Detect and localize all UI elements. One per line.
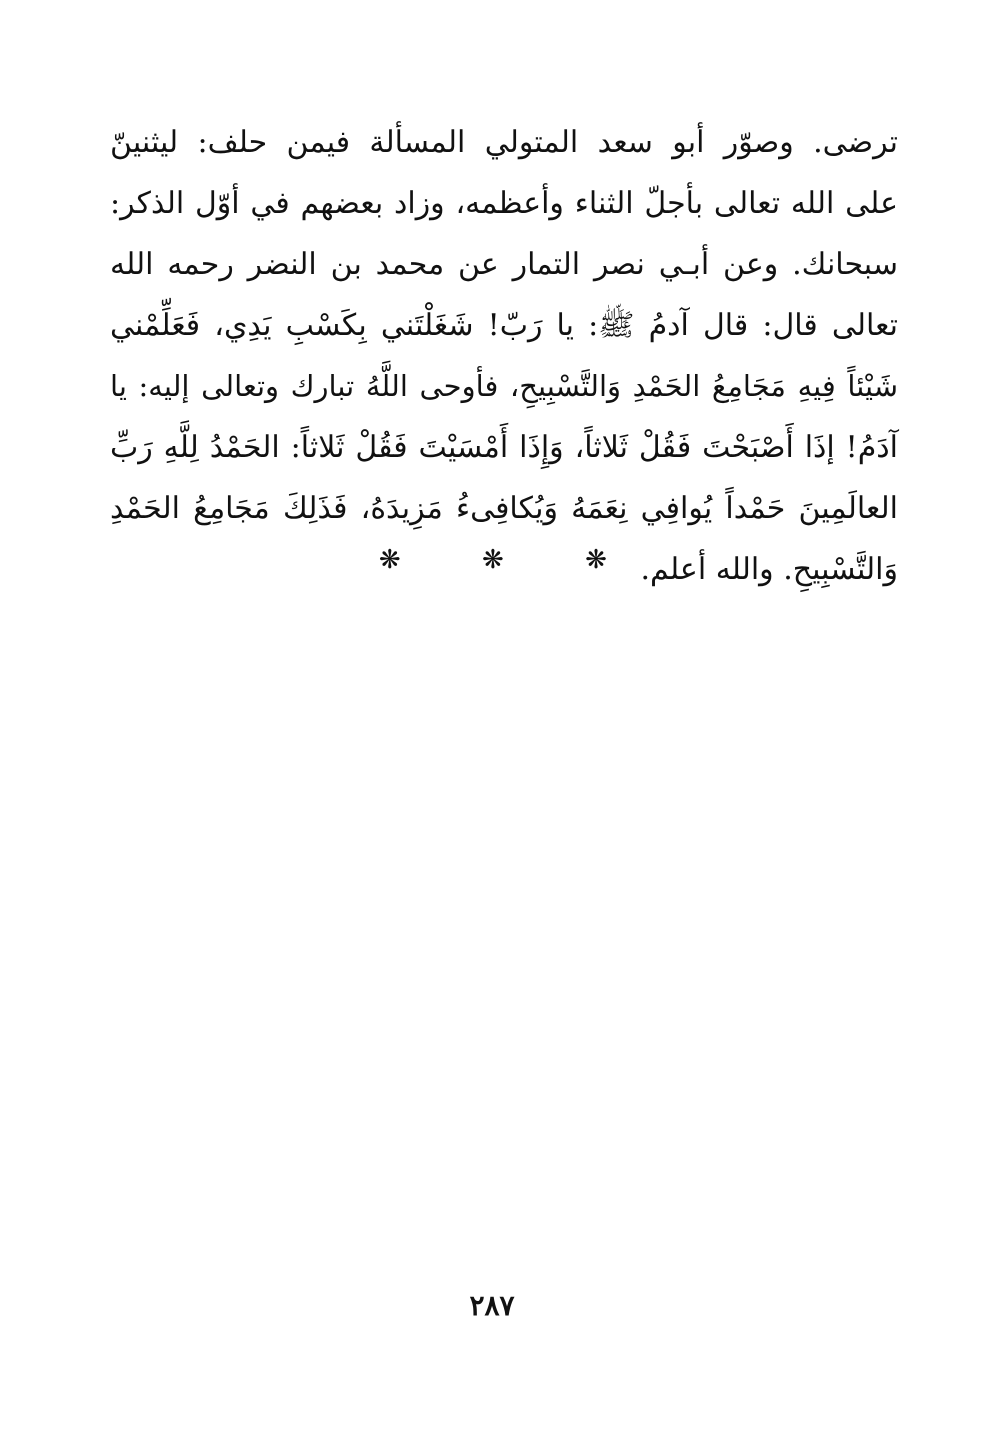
text-line-6: آدَمُ! إذَا أَصْبَحْتَ فَقُلْ ثَلاثاً، وَإِذَا أَمْسَيْتَ فَقُلْ ثَلاثاً: الحَمْدُ لِلَّهِ رَبِّ [110,430,898,465]
text-line-1: ترضى. وصوّر أبو سعد المتولي المسألة فيمن حلف: ليثنينّ [110,125,898,160]
section-separator [0,540,984,580]
body-text [110,112,898,600]
text-line-3: سبحانك. وعن أبـي نصر التمار عن محمد بن النضر رحمه الله [110,247,898,282]
text-line-5: شَيْئاً فِيهِ مَجَامِعُ الحَمْدِ وَالتَّسْبِيحِ، فأوحى اللَّهُ تبارك وتعالى إليه: يا [110,369,898,403]
asterism-icon: ❋ [482,545,504,575]
text-line-8: وَالتَّسْبِيحِ. والله أعلم. [640,552,898,587]
text-line-4: تعالى قال: قال آدمُ ﷺ: يا رَبّ! شَغَلْتَني بِكَسْبِ يَدِي، فَعَلِّمْني [110,308,898,343]
text-line-2: على الله تعالى بأجلّ الثناء وأعظمه، وزاد بعضهم في أوّل الذكر: [110,186,898,221]
asterism-icon: ❋ [585,545,607,575]
page-number: ٢٨٧ [469,1289,515,1322]
asterism-icon: ❋ [378,545,401,575]
text-line-7: العالَمِينَ حَمْداً يُوافِي نِعَمَهُ وَيُكافِىءُ مَزِيدَهُ، فَذَلِكَ مَجَامِعُ الحَمْدِ [110,491,898,526]
